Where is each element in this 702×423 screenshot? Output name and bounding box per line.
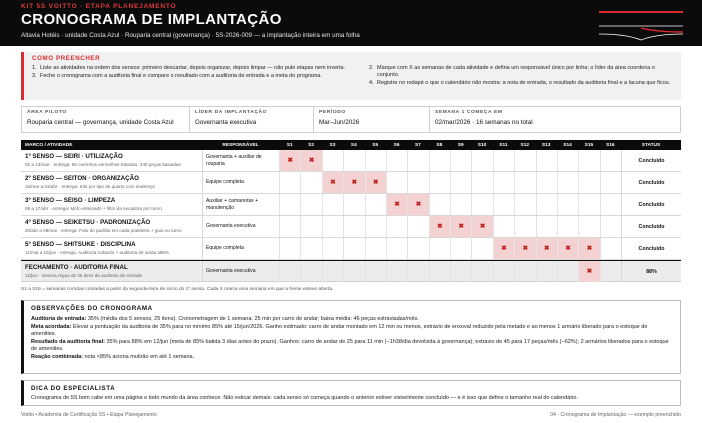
header-week: S12 [520,142,530,148]
activity-cell [25,153,220,167]
gantt-row [21,194,681,216]
observation-line [31,339,671,354]
gantt-table [21,140,681,282]
activity-cell [25,264,220,278]
timeline-decoration-icon [596,4,686,42]
header-week: S2 [308,142,314,148]
header-week: S4 [350,142,357,148]
header-week: S10 [477,142,487,148]
week-cell [407,172,428,193]
week-cell-active [343,172,364,193]
week-cell [600,238,621,259]
status-cell: Concluído [621,216,681,237]
responsible-cell: Equipe completa [202,172,279,193]
expert-tip-text: Cronograma de 5S bom cabe em uma página e todo mundo da área conhece. Não esticar demais: cada senso só começa quando o anterior estiver visivelmente concluído — e é isso que define o tamanho real do calendário. [31,395,578,401]
activity-name: 4º SENSO — SEIKETSU · PADRONIZAÇÃO [25,219,151,226]
week-cell [300,261,321,282]
status-cell: 88% [621,261,681,282]
week-cell [450,261,471,282]
week-cell [386,150,407,171]
week-cell [343,238,364,259]
step-text: Marque com X as semanas de cada atividade e defina um responsável único por linha; o líder da área coordena o conjunto. [377,65,655,78]
info-value: Rouparia central — governança, unidade Costa Azul [27,119,174,126]
week-cell [450,150,471,171]
week-cell [300,172,321,193]
activity-detail: 02 a 13/mar · entrega: 68 carrinhos vermelhos tratados, 240 peças baixadas [25,162,181,167]
observation-line [31,316,671,324]
activity-detail: 11/mai a 15/jun · entrega: Auditoria rodando + auditoria de saída ≥85% [25,250,170,255]
info-value: Mar–Jun/2026 [319,119,360,126]
step-number: 2. [369,65,374,71]
page-header [0,0,702,46]
week-cell-active [429,216,450,237]
week-cell [429,238,450,259]
week-cell [471,238,492,259]
week-cell [471,194,492,215]
week-cell [407,216,428,237]
x-mark-icon: ✖ [565,245,571,252]
week-cell-active [450,216,471,237]
week-cell [514,216,535,237]
week-cell [493,150,514,171]
week-cell-active [322,172,343,193]
x-mark-icon: ✖ [330,179,336,186]
week-cell [578,150,599,171]
activity-name: 5º SENSO — SHITSUKE · DISCIPLINA [25,241,136,248]
observation-text: 35% para 88% em 12/jun (meta de 85% batida 3 dias antes do prazo). Ganhos: carro de andar de 25 para 11 min (−1h38/dia devolvida à governança); extravio de 45 para 17 peças/mês (−62%); 2 armários liberados para o estoque de amenities. [31,338,669,353]
info-cell-start [430,107,680,132]
page-footer [21,412,681,418]
week-cell [343,216,364,237]
observation-text: Elevar a pontuação da auditoria de 35% para no mínimo 85% até 15/jun/2026. Ganho estimado: carro de andar montado em 12 min ou menos, extravio de enxoval reduzido pela metade e ao menos 1 armário liberado para o estoque de amenities. [31,323,648,338]
header-week: S6 [393,142,400,148]
week-cell [365,216,386,237]
week-cell [322,194,343,215]
week-cell [279,216,300,237]
week-cell-active [514,238,535,259]
week-cell [514,261,535,282]
how-to-steps-right [369,65,674,87]
responsible-cell: Auxiliar + camareiras + manutenção [202,194,279,215]
header-activity: MARCO / ATIVIDADE [25,142,73,148]
week-cell [343,150,364,171]
week-cell [365,150,386,171]
activity-detail: 12/jun · mesma régua de 25 itens da auditoria de entrada [25,273,142,278]
how-to-step [32,65,350,72]
how-to-fill-title: COMO PREENCHER [32,55,101,62]
x-mark-icon: ✖ [437,223,443,230]
week-cell-active [578,261,599,282]
info-label: SEMANA 1 COMEÇA EM [435,110,503,115]
week-cell [557,150,578,171]
week-cell [386,216,407,237]
week-cell [578,172,599,193]
week-cell [386,261,407,282]
responsible-cell: Governanta + auxiliar de rouparia [202,150,279,171]
project-info-grid [21,106,681,133]
x-mark-icon: ✖ [372,179,379,186]
week-cell [493,261,514,282]
week-cell-active [300,150,321,171]
observation-line [31,354,671,362]
header-week: S3 [329,142,336,148]
week-cell [322,238,343,259]
week-cell [600,216,621,237]
responsible-cell: Equipe completa [202,238,279,259]
week-cell [322,150,343,171]
week-cell [322,261,343,282]
week-cell [493,172,514,193]
week-cell-active [471,216,492,237]
how-to-step [369,80,674,87]
x-mark-icon: ✖ [415,201,422,208]
status-cell: Concluído [621,172,681,193]
week-cell-active [386,194,407,215]
responsible-cell: Governanta executiva [202,261,279,282]
activity-cell [25,219,220,233]
x-mark-icon: ✖ [543,245,550,252]
x-mark-icon: ✖ [522,245,529,252]
gantt-row [21,260,681,282]
week-cell [471,172,492,193]
activity-cell [25,197,220,211]
how-to-steps-left [32,65,350,81]
how-to-step [32,73,350,80]
week-cell [536,216,557,237]
gantt-row [21,172,681,194]
header-week: S5 [372,142,379,148]
gantt-body [21,150,681,282]
week-cell [429,194,450,215]
week-cell [536,194,557,215]
week-cell [300,194,321,215]
observation-text: 35% (média dos 5 sensos, 25 itens). Cronometragem de 1 semana: 25 min por carro de andar; baixa média: 46 peças extraviadas/mês. [86,316,419,322]
week-cell [600,194,621,215]
observation-label: Meta acordada: [31,323,72,330]
page-title: CRONOGRAMA DE IMPLANTAÇÃO [21,11,282,28]
week-cell [279,172,300,193]
kit-label: KIT 5S VOITTO · ETAPA PLANEJAMENTO [21,3,177,10]
activity-detail: 20/abr a 08/mai · entrega: Foto do padrão em cada prateleira + guia no turno [25,228,182,233]
footer-right: 04 · Cronograma de Implantação — exemplo preenchido [550,412,681,418]
week-cell-active [578,238,599,259]
observation-label: Auditoria de entrada: [31,316,87,322]
week-cell [514,172,535,193]
week-cell [450,172,471,193]
status-cell: Concluído [621,238,681,259]
week-cell [493,194,514,215]
gantt-header-row [21,140,681,150]
week-cell [343,261,364,282]
activity-cell [25,175,220,189]
info-value: 02/mar/2026 · 16 semanas no total [435,119,533,126]
header-week: S9 [457,142,464,148]
week-cell [407,238,428,259]
how-to-step [369,65,674,79]
step-number: 3. [32,72,37,79]
header-responsible: RESPONSÁVEL [222,142,259,148]
week-cell [407,150,428,171]
observations-title: OBSERVAÇÕES DO CRONOGRAMA [31,305,153,312]
expert-tip-panel [21,380,681,406]
responsible-cell: Governanta executiva [202,216,279,237]
week-cell [322,216,343,237]
how-to-fill-panel [21,52,681,100]
week-cell [536,150,557,171]
info-label: LÍDER DA IMPLANTAÇÃO [195,110,268,115]
observation-line [31,324,671,339]
week-cell [471,150,492,171]
x-mark-icon: ✖ [479,223,486,230]
observation-label: Reação combinada: [31,353,83,360]
x-mark-icon: ✖ [394,201,400,208]
info-cell-leader [190,107,314,132]
week-cell [407,261,428,282]
observations-panel [21,300,681,374]
week-cell [429,150,450,171]
header-week: S13 [541,142,551,148]
week-cell [343,194,364,215]
week-cell [365,261,386,282]
step-text: Liste as atividades na ordem dos sensos: primeiro descartar, depois organizar, depois limpar — não pule etapas nem inverta. [40,65,346,71]
week-cell [557,261,578,282]
activity-name: 1º SENSO — SEIRI · UTILIZAÇÃO [25,153,123,160]
header-week: S1 [286,142,293,148]
week-cell [557,172,578,193]
week-cell [536,172,557,193]
x-mark-icon: ✖ [308,157,315,164]
week-cell [386,238,407,259]
gantt-row [21,216,681,238]
header-week: S15 [584,142,594,148]
week-cell [365,194,386,215]
page-subtitle: Altavia Hotéis · unidade Costa Azul · Rouparia central (governança) · 5S-2026-009 — a implantação inteira em uma folha [21,32,360,39]
week-cell [514,150,535,171]
header-week: S14 [563,142,572,148]
activity-cell [25,241,220,255]
info-value: Governanta executiva [195,119,257,126]
week-cell [300,216,321,237]
week-cell [493,216,514,237]
footer-left: Voitto • Academia de Certificação 5S • Etapa Planejamento [21,412,157,418]
info-label: ÁREA PILOTO [27,110,67,115]
step-number: 4. [369,79,374,86]
activity-detail: 16/mar a 03/abr · entrega: Kits por tipo de quarto com endereço [25,184,155,189]
week-cell [300,238,321,259]
week-cell-active [365,172,386,193]
week-cell [279,238,300,259]
week-cell [279,261,300,282]
gantt-row [21,238,681,260]
header-week: S8 [436,142,443,148]
expert-tip-title: DICA DO ESPECIALISTA [31,385,116,392]
activity-name: 3º SENSO — SEISO · LIMPEZA [25,197,116,204]
activity-detail: 06 a 17/abr · entrega: Mofo eliminado + filtro da secadora por turno [25,206,162,211]
week-cell [386,172,407,193]
header-status: STATUS [641,142,661,148]
info-cell-period [314,107,430,132]
week-cell [471,261,492,282]
week-cell [514,194,535,215]
week-cell [429,261,450,282]
observation-text: nota <85% aciona mutirão em até 1 semana. [82,353,195,360]
week-cell [578,194,599,215]
x-mark-icon: ✖ [287,157,293,164]
week-cell [600,172,621,193]
week-cell [578,216,599,237]
status-cell: Concluído [621,194,681,215]
observation-label: Resultado da auditoria final: [31,338,105,345]
x-mark-icon: ✖ [586,268,593,275]
step-number: 1. [32,65,37,71]
week-cell [536,261,557,282]
week-cell [279,194,300,215]
status-cell: Concluído [621,150,681,171]
x-mark-icon: ✖ [501,245,507,252]
week-cell-active [279,150,300,171]
header-week: S7 [415,142,421,148]
week-cell [600,150,621,171]
week-cell-active [493,238,514,259]
x-mark-icon: ✖ [351,179,358,186]
week-cell [557,194,578,215]
step-text: Feche o cronograma com a auditoria final e compare o resultado com a auditoria de entrada e a meta do programa. [40,72,322,79]
week-cell [450,238,471,259]
week-cell-active [536,238,557,259]
week-cell-active [557,238,578,259]
info-label: PERÍODO [319,110,346,115]
header-week: S16 [606,142,615,148]
week-cell [365,238,386,259]
week-cell [450,194,471,215]
week-cell [557,216,578,237]
week-cell-active [407,194,428,215]
header-week: S11 [499,142,508,148]
gantt-row [21,150,681,172]
activity-name: FECHAMENTO · AUDITORIA FINAL [25,264,128,271]
info-cell-area [22,107,190,132]
week-cell [600,261,621,282]
x-mark-icon: ✖ [586,245,593,252]
week-cell [429,172,450,193]
step-text: Registre no rodapé o que o calendário não mostra: a nota de entrada, o resultado da auditoria final e a lacuna que ficou. [377,79,671,86]
x-mark-icon: ✖ [458,223,464,230]
activity-name: 2º SENSO — SEITON · ORGANIZAÇÃO [25,175,139,182]
gantt-note: S1 a S16 = semanas corridas contadas a partir da segunda-feira de início do 1º senso. Cada X marca uma semana em que a frente esteve aberta. [21,287,334,292]
observations-lines [31,316,671,362]
